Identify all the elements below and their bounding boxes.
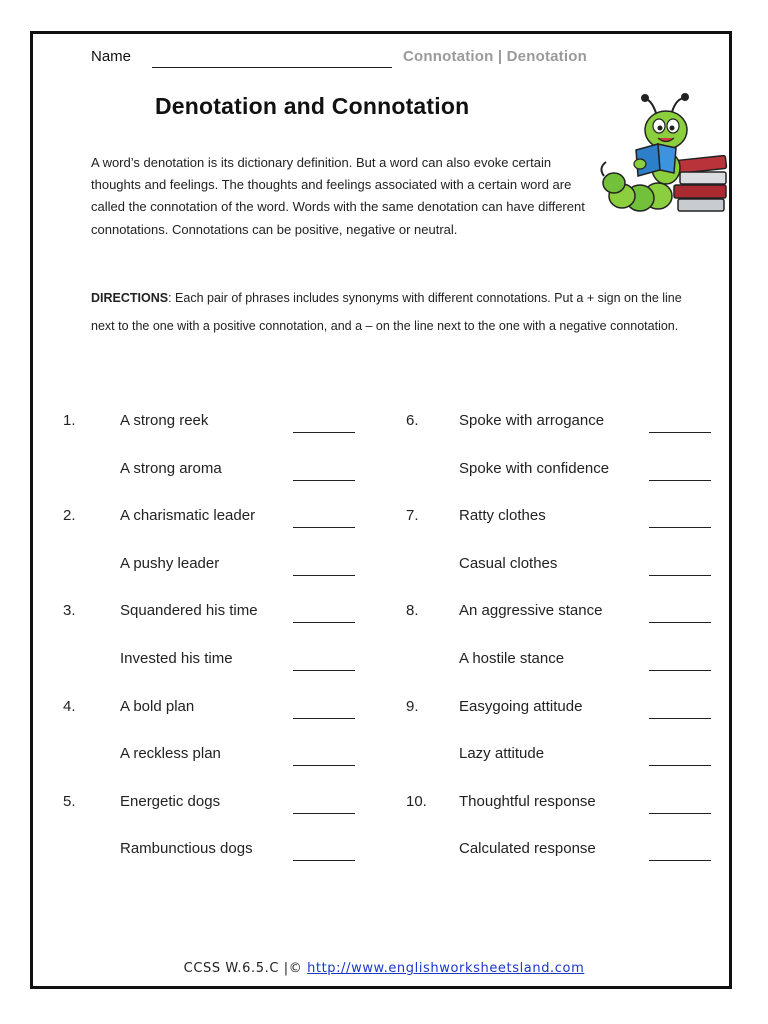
phrase-a: Energetic dogs	[120, 792, 221, 810]
answer-blank-a[interactable]	[293, 813, 355, 814]
answer-blank-b[interactable]	[649, 575, 711, 576]
footer	[0, 961, 768, 976]
phrase-b: A pushy leader	[120, 554, 220, 572]
phrase-a: Thoughtful response	[459, 792, 596, 810]
phrase-a: A charismatic leader	[120, 507, 256, 525]
phrase-a: An aggressive stance	[459, 602, 603, 620]
phrase-b: Spoke with confidence	[459, 459, 610, 477]
phrase-b: Casual clothes	[459, 554, 558, 572]
answer-blank-b[interactable]	[293, 765, 355, 766]
answer-blank-a[interactable]	[649, 718, 711, 719]
phrase-b: Lazy attitude	[459, 745, 545, 763]
answer-blank-a[interactable]	[649, 622, 711, 623]
answer-blank-b[interactable]	[293, 575, 355, 576]
directions-paragraph	[91, 284, 691, 340]
footer-copyright: CCSS W.6.5.C |©	[183, 961, 308, 976]
item-number: 4.	[63, 697, 76, 715]
phrase-b: Invested his time	[120, 650, 233, 667]
answer-blank-a[interactable]	[649, 432, 711, 433]
phrase-a: A bold plan	[120, 697, 195, 715]
answer-blank-b[interactable]	[649, 670, 711, 671]
phrase-a: A strong reek	[120, 412, 209, 429]
item-number: 1.	[63, 412, 76, 429]
item-number: 6.	[406, 412, 419, 429]
directions-text: : Each pair of phrases includes synonyms with different connotations. Put a + sign on the line next to the one with a positive connotation, and a – on the line next to the one with a negative connotation.	[91, 291, 682, 333]
answer-blank-b[interactable]	[649, 765, 711, 766]
item-number: 7.	[406, 507, 419, 525]
item-number: 2.	[63, 507, 76, 525]
directions-label: DIRECTIONS	[91, 291, 169, 305]
item-number: 9.	[406, 697, 419, 715]
phrase-b: Calculated response	[459, 840, 596, 858]
phrase-a: Squandered his time	[120, 602, 258, 620]
answer-blank-b[interactable]	[293, 670, 355, 671]
phrase-b: A hostile stance	[459, 650, 565, 667]
answer-blank-b[interactable]	[649, 860, 711, 861]
phrase-b: A reckless plan	[120, 745, 221, 763]
phrase-a: Spoke with arrogance	[459, 412, 605, 429]
phrase-a: Ratty clothes	[459, 507, 546, 525]
answer-blank-b[interactable]	[293, 480, 355, 481]
name-field-line[interactable]	[152, 67, 392, 68]
answer-blank-a[interactable]	[293, 527, 355, 528]
bookworm-reading-icon	[596, 88, 732, 223]
answer-blank-a[interactable]	[293, 622, 355, 623]
item-number: 3.	[63, 602, 76, 620]
answer-blank-a[interactable]	[293, 718, 355, 719]
answer-blank-b[interactable]	[649, 480, 711, 481]
intro-paragraph: A word’s denotation is its dictionary definition. But a word can also evoke certain thoughts and feelings. The thoughts and feelings associated with a certain word are called the connotation of the word. Words with the same denotation can have different connotations. Connotations can be positive, negative or neutral.	[91, 155, 585, 237]
name-label: Name	[91, 48, 132, 65]
item-number: 10.	[406, 792, 427, 810]
phrase-b: Rambunctious dogs	[120, 840, 253, 858]
phrase-b: A strong aroma	[120, 459, 222, 477]
answer-blank-a[interactable]	[649, 527, 711, 528]
item-number: 5.	[63, 792, 76, 810]
answer-blank-a[interactable]	[293, 432, 355, 433]
answer-blank-b[interactable]	[293, 860, 355, 861]
footer-link[interactable]: http://www.englishworksheetsland.com	[307, 961, 585, 976]
answer-blank-a[interactable]	[649, 813, 711, 814]
worksheet-category: Connotation | Denotation	[403, 48, 587, 65]
page-title: Denotation and Connotation	[155, 93, 470, 119]
phrase-a: Easygoing attitude	[459, 697, 583, 715]
item-number: 8.	[406, 602, 419, 620]
